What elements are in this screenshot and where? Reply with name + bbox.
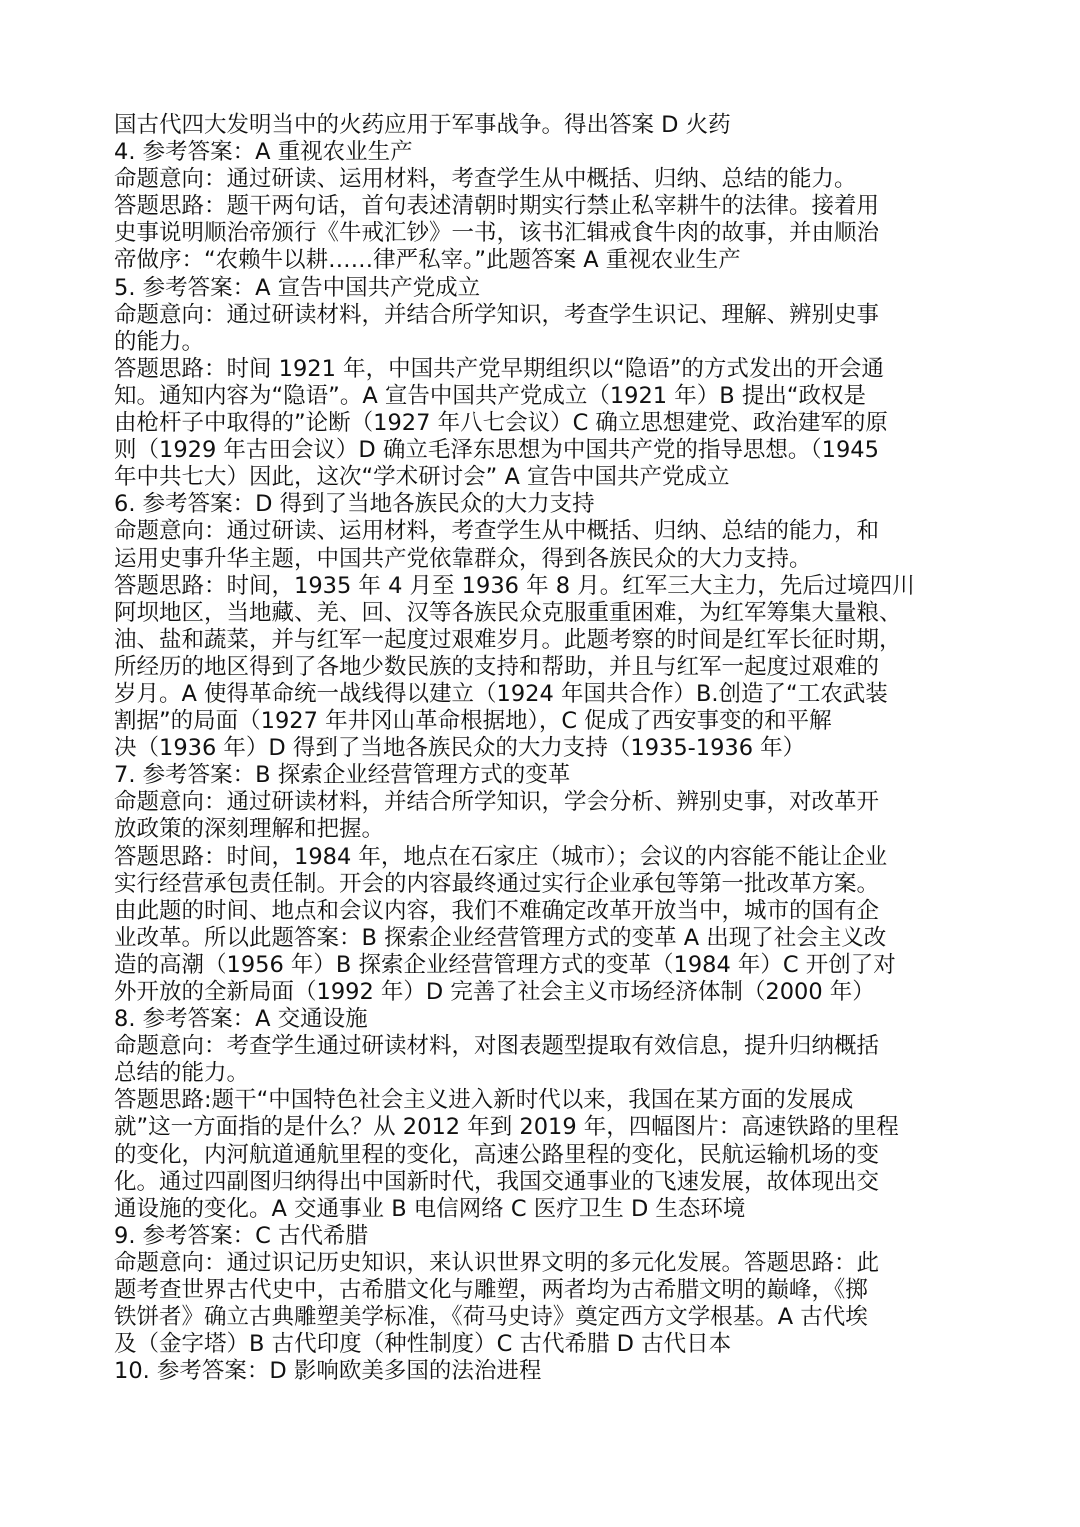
answer-heading: 5. 参考答案：A 宣告中国共产党成立 [114,274,481,301]
text-line: 答题思路：题干两句话，首句表述清朝时期实行禁止私宰耕牛的法律。接着用 [114,193,880,220]
text-line: 化。通过四副图归纳得出中国新时代，我国交通事业的飞速发展，故体现出交 [114,1168,880,1195]
text-line: 岁月。A 使得革命统一战线得以建立（1924 年国共合作）B.创造了“工农武装 [114,680,888,707]
text-line: 知。通知内容为“隐语”。A 宣告中国共产党成立（1921 年）B 提出“政权是 [114,382,867,409]
text-line: 命题意向：通过研读、运用材料，考查学生从中概括、归纳、总结的能力，和 [114,518,880,545]
answer-heading: 4. 参考答案：A 重视农业生产 [114,139,413,166]
text-line: 总结的能力。 [114,1060,250,1087]
answer-heading: 6. 参考答案：D 得到了当地各族民众的大力支持 [114,491,595,518]
document-page [114,112,974,1385]
answer-heading: 9. 参考答案：C 古代希腊 [114,1222,368,1249]
text-line: 及（金字塔）B 古代印度（种性制度）C 古代希腊 D 古代日本 [114,1331,732,1358]
text-line: 外开放的全新局面（1992 年）D 完善了社会主义市场经济体制（2000 年） [114,979,875,1005]
text-line: 命题意向：通过识记历史知识，来认识世界文明的多元化发展。答题思路：此 [114,1249,880,1276]
text-line: 所经历的地区得到了各地少数民族的支持和帮助，并且与红军一起度过艰难的 [114,653,880,680]
text-line: 造的高潮（1956 年）B 探索企业经营管理方式的变革（1984 年）C 开创了对 [114,951,896,978]
text-line: 史事说明顺治帝颁行《牛戒汇钞》一书，该书汇辑戒食牛肉的故事，并由顺治 [114,220,880,247]
text-line: 由枪杆子中取得的”论断（1927 年八七会议）C 确立思想建党、政治建军的原 [114,410,888,437]
text-line: 命题意向：通过研读、运用材料，考查学生从中概括、归纳、总结的能力。 [114,166,857,193]
text-line: 的能力。 [114,328,205,355]
answer-heading: 10. 参考答案：D 影响欧美多国的法治进程 [114,1358,542,1385]
text-line: 命题意向：通过研读材料，并结合所学知识，考查学生识记、理解、辨别史事 [114,301,880,328]
text-line: 业改革。所以此题答案：B 探索企业经营管理方式的变革 A 出现了社会主义改 [114,924,887,951]
text-line: 由此题的时间、地点和会议内容，我们不难确定改革开放当中，城市的国有企 [114,897,880,924]
text-line: 实行经营承包责任制。开会的内容最终通过实行企业承包等第一批改革方案。 [114,870,880,897]
text-line: 命题意向：通过研读材料，并结合所学知识，学会分析、辨别史事，对改革开 [114,789,880,816]
text-line: 割据”的局面（1927 年井冈山革命根据地），C 促成了西安事变的和平解 [114,708,832,735]
text-line: 的变化，内河航道通航里程的变化，高速公路里程的变化，民航运输机场的变 [114,1141,880,1168]
text-line: 则（1929 年古田会议）D 确立毛泽东思想为中国共产党的指导思想。（1945 [114,437,879,464]
text-line: 命题意向：考查学生通过研读材料，对图表题型提取有效信息，提升归纳概括 [114,1033,880,1060]
text-line: 油、盐和蔬菜，并与红军一起度过艰难岁月。此题考察的时间是红军长征时期， [114,626,902,653]
text-line: 就”这一方面指的是什么？从 2012 年到 2019 年，四幅图片：高速铁路的里程 [114,1114,899,1141]
answer-heading: 8. 参考答案：A 交通设施 [114,1006,368,1033]
text-line: 帝做序：“农赖牛以耕……律严私宰。”此题答案 A 重视农业生产 [114,247,741,274]
text-line: 决（1936 年）D 得到了当地各族民众的大力支持（1935-1936 年） [114,735,806,762]
text-line: 运用史事升华主题，中国共产党依靠群众，得到各族民众的大力支持。 [114,545,812,572]
text-line: 放政策的深刻理解和把握。 [114,816,385,843]
text-line: 通设施的变化。A 交通事业 B 电信网络 C 医疗卫生 D 生态环境 [114,1195,746,1222]
text-line: 答题思路：时间，1984 年，地点在石家庄（城市）；会议的内容能不能让企业 [114,843,888,870]
answer-heading: 7. 参考答案：B 探索企业经营管理方式的变革 [114,762,571,789]
text-line: 国古代四大发明当中的火药应用于军事战争。得出答案 D 火药 [114,112,731,138]
text-line: 题考查世界古代史中，古希腊文化与雕塑，两者均为古希腊文明的巅峰，《掷 [114,1277,868,1304]
text-line: 年中共七大）因此，这次“学术研讨会” A 宣告中国共产党成立 [114,464,730,491]
text-line: 阿坝地区，当地藏、羌、回、汉等各族民众克服重重困难，为红军筹集大量粮、 [114,599,902,626]
text-line: 铁饼者》确立古典雕塑美学标准，《荷马史诗》奠定西方文学根基。A 古代埃 [114,1304,868,1331]
text-line: 答题思路：时间，1935 年 4 月至 1936 年 8 月。红军三大主力，先后过境四川 [114,572,915,599]
text-line: 答题思路:题干“中国特色社会主义进入新时代以来，我国在某方面的发展成 [114,1087,854,1114]
text-line: 答题思路：时间 1921 年，中国共产党早期组织以“隐语”的方式发出的开会通 [114,355,884,382]
